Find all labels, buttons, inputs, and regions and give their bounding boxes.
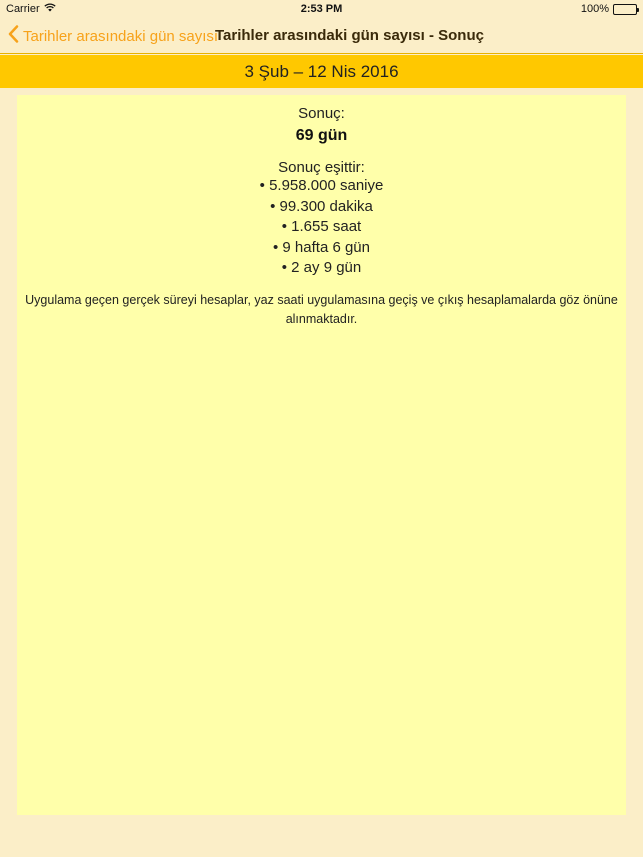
list-item: • 5.958.000 saniye	[259, 177, 384, 194]
page-title: Tarihler arasındaki gün sayısı - Sonuç	[215, 27, 484, 44]
list-item: • 1.655 saat	[281, 218, 362, 235]
list-item: • 2 ay 9 gün	[281, 259, 362, 276]
result-label: Sonuç:	[298, 105, 345, 122]
battery-icon	[613, 4, 637, 15]
result-value: 69 gün	[295, 127, 348, 144]
status-bar	[0, 0, 643, 18]
equivalents-list	[17, 176, 626, 279]
battery-percent: 100%	[580, 3, 609, 15]
result-panel	[17, 95, 626, 815]
list-item: • 99.300 dakika	[270, 197, 373, 215]
date-range-header: 3 Şub – 12 Nis 2016	[0, 55, 643, 88]
back-button[interactable]	[8, 24, 218, 48]
carrier-label: Carrier	[6, 3, 40, 15]
navigation-bar	[0, 18, 643, 54]
status-time: 2:53 PM	[300, 3, 343, 15]
list-item: • 9 hafta 6 gün	[273, 238, 370, 256]
status-right	[581, 3, 637, 15]
back-button-label: Tarihler arasındaki gün sayısı	[23, 27, 219, 45]
chevron-left-icon	[8, 25, 19, 47]
dst-note: Uygulama geçen gerçek süreyi hesaplar, yaz saati uygulamasına geçiş ve çıkış hesaplamalarda göz önüne alınmaktadır.	[25, 292, 618, 326]
equals-label: Sonuç eşittir:	[278, 159, 365, 176]
